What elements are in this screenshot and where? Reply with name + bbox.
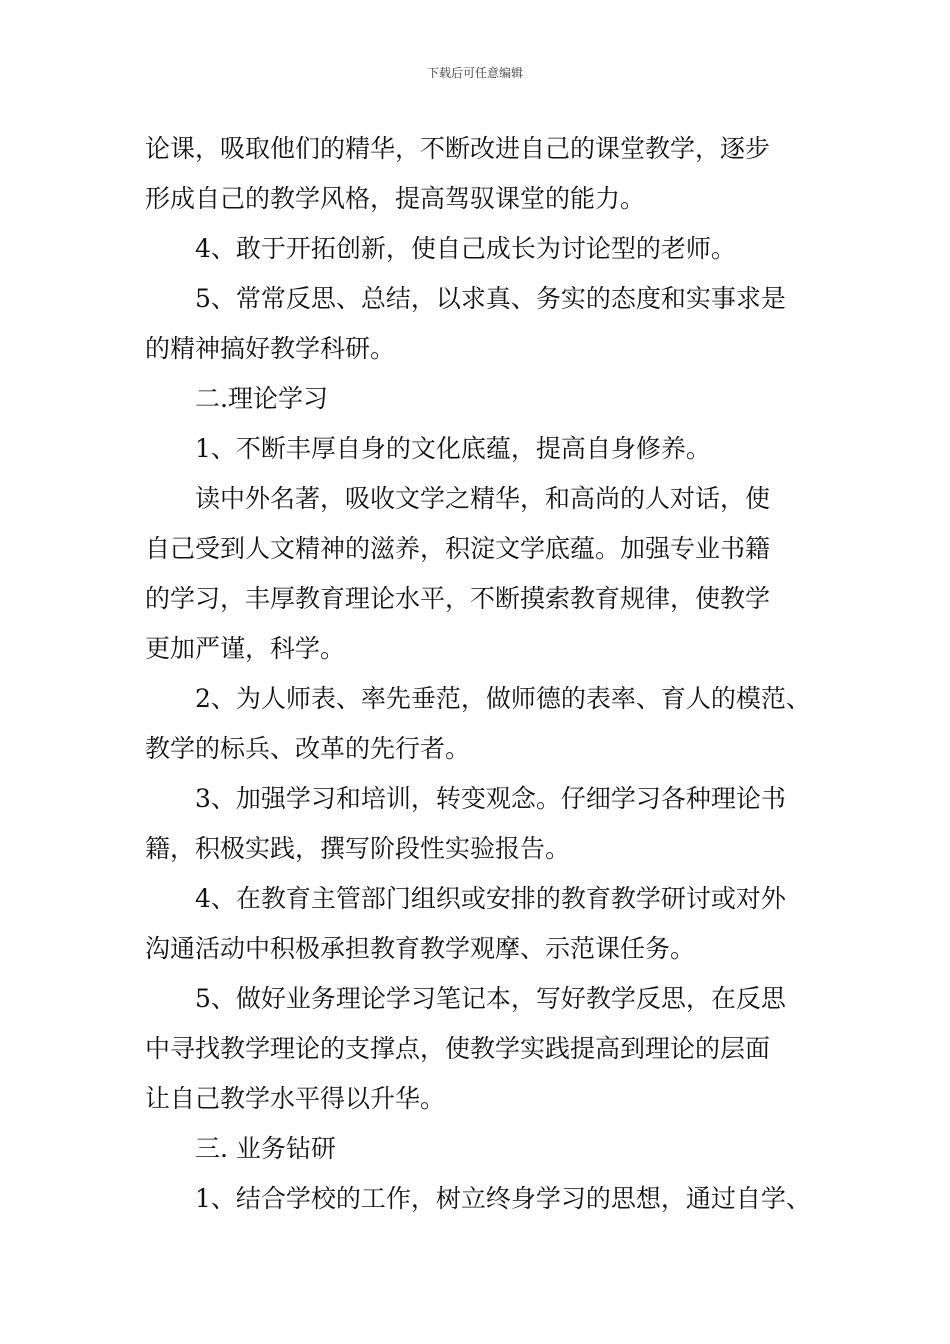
text-line: 1、不断丰厚自身的文化底蕴，提高自身修养。 [195, 434, 711, 463]
text-line: 读中外名著，吸收文学之精华，和高尚的人对话，使 [195, 484, 771, 513]
text-line: 的精神搞好教学科研。 [145, 334, 396, 363]
text-line: 4、敢于开拓创新，使自己成长为讨论型的老师。 [195, 234, 736, 263]
text-line: 的学习，丰厚教育理论水平，不断摸索教育规律，使教学 [145, 584, 771, 613]
text-line: 中寻找教学理论的支撑点，使教学实践提高到理论的层面 [145, 1034, 771, 1063]
text-line: 3、加强学习和培训，转变观念。仔细学习各种理论书 [195, 784, 786, 813]
section-heading: 二.理论学习 [195, 384, 328, 413]
text-line: 沟通活动中积极承担教育教学观摩、示范课任务。 [145, 934, 696, 963]
text-line: 4、在教育主管部门组织或安排的教育教学研讨或对外 [195, 884, 786, 913]
text-line: 让自己教学水平得以升华。 [145, 1084, 446, 1113]
text-line: 籍，积极实践，撰写阶段性实验报告。 [145, 834, 571, 863]
text-line: 2、为人师表、率先垂范，做师德的表率、育人的模范、 [195, 684, 811, 713]
text-line: 教学的标兵、改革的先行者。 [145, 734, 471, 763]
text-line: 论课，吸取他们的精华，不断改进自己的课堂教学，逐步 [145, 134, 771, 163]
section-heading: 三. 业务钻研 [195, 1134, 336, 1163]
page-header: 下载后可任意编辑 [426, 66, 523, 80]
text-line: 形成自己的教学风格，提高驾驭课堂的能力。 [145, 184, 646, 213]
text-line: 5、常常反思、总结，以求真、务实的态度和实事求是 [195, 284, 786, 313]
text-line: 自己受到人文精神的滋养，积淀文学底蕴。加强专业书籍 [145, 534, 771, 563]
document-body [145, 124, 835, 1224]
text-line: 5、做好业务理论学习笔记本，写好教学反思，在反思 [195, 984, 786, 1013]
text-line: 1、结合学校的工作，树立终身学习的思想，通过自学、 [195, 1184, 811, 1213]
text-line: 更加严谨，科学。 [145, 634, 346, 663]
